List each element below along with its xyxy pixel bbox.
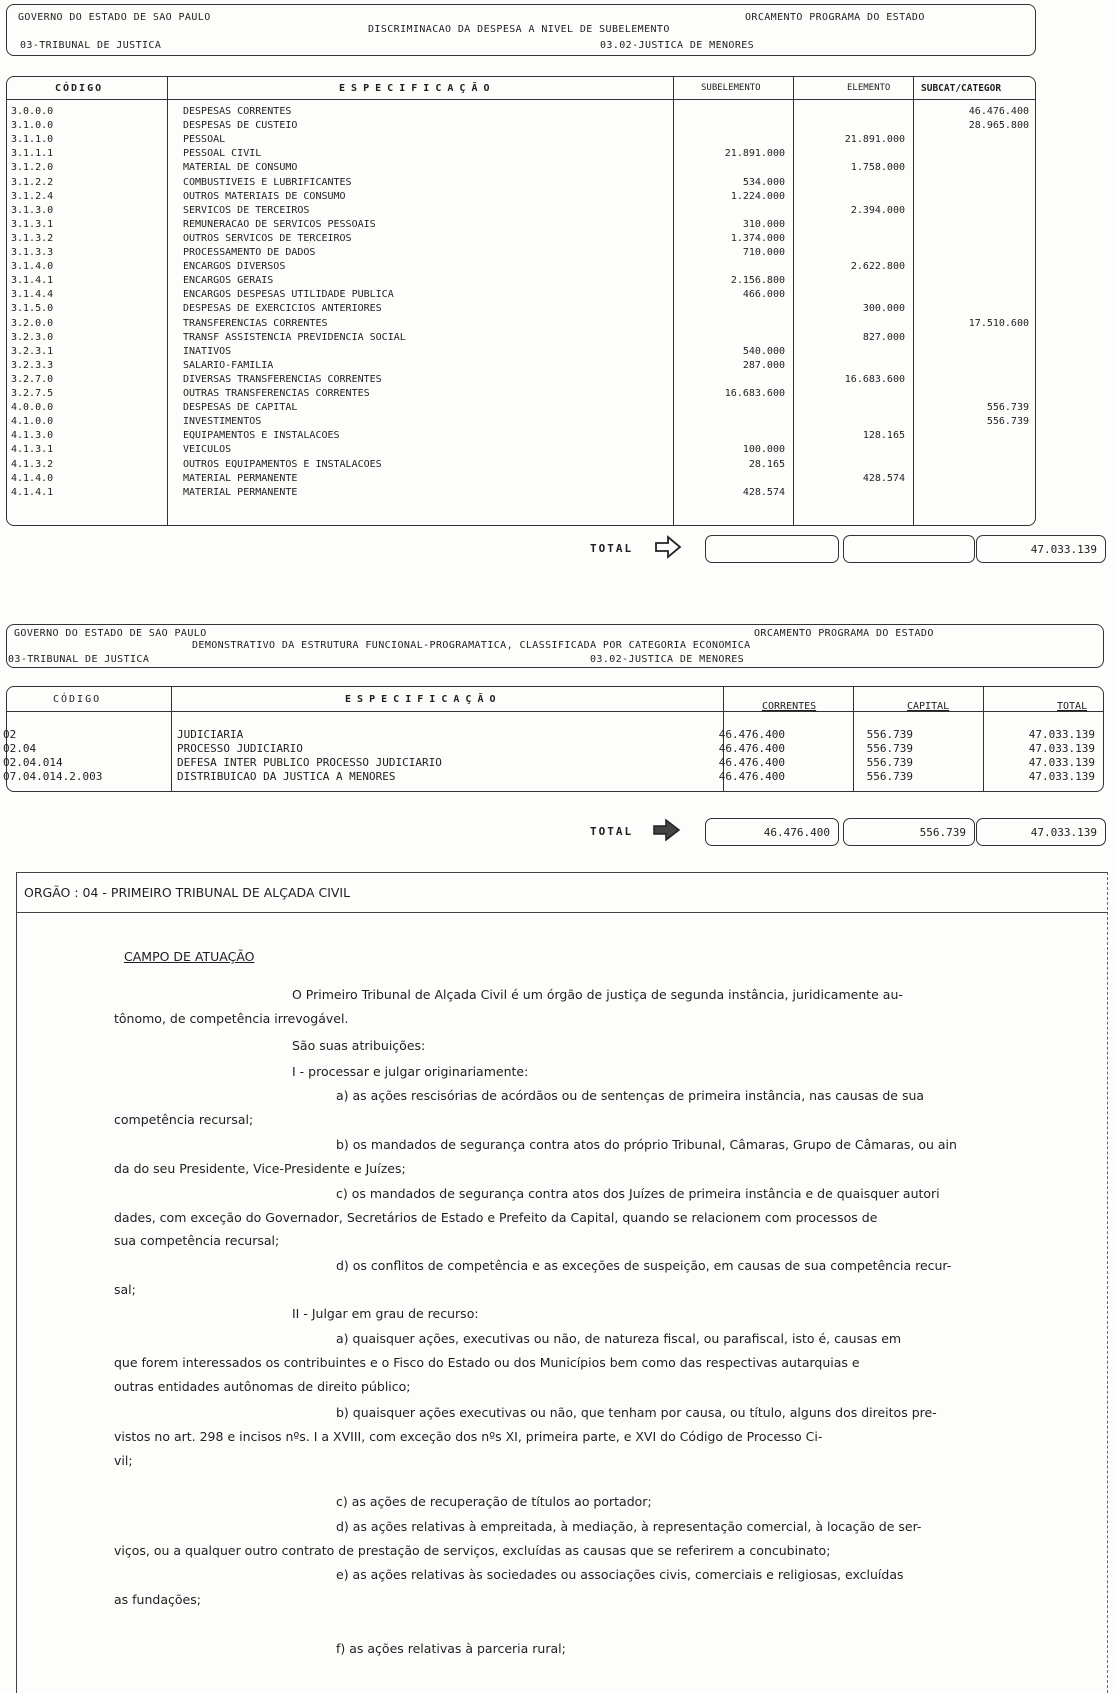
row-total: 47.033.139 — [1028, 756, 1095, 769]
row-code: 4.1.3.0 — [11, 430, 54, 442]
row-description: PROCESSAMENTO DE DADOS — [183, 247, 316, 258]
paragraph-line: d) os conflitos de competência e as exceções de suspeição, em causas de sua competência recur- — [336, 1258, 952, 1273]
row-code: 4.1.3.1 — [11, 444, 54, 456]
row-correntes: 46.476.400 — [718, 728, 785, 741]
row-description: OUTROS MATERIAIS DE CONSUMO — [183, 190, 346, 202]
paragraph-line: dades, com exceção do Governador, Secretários de Estado e Prefeito da Capital, quando se relacionem com processos de — [114, 1210, 878, 1225]
section1-budget-title: ORCAMENTO PROGRAMA DO ESTADO — [745, 12, 925, 23]
paragraph-line: da do seu Presidente, Vice-Presidente e Juízes; — [114, 1161, 406, 1176]
paragraph-line: competência recursal; — [114, 1112, 254, 1127]
paragraph-line: b) os mandados de segurança contra atos do próprio Tribunal, Câmaras, Grupo de Câmaras, ou ain — [336, 1137, 957, 1152]
row-elemento: 21.891.000 — [844, 134, 905, 146]
row-code: 4.0.0.0 — [11, 402, 54, 414]
row-description: DESPESAS CORRENTES — [183, 106, 292, 117]
col-header-correntes: CORRENTES — [762, 701, 817, 712]
paragraph-line: e) as ações relativas às sociedades ou associações civis, comerciais e religiosas, excluídas — [336, 1567, 904, 1582]
row-code: 4.1.4.1 — [11, 486, 54, 498]
row-code: 02 — [3, 728, 17, 741]
row-elemento: 428.574 — [862, 472, 905, 484]
col-header-capital: CAPITAL — [907, 701, 950, 712]
row-description: ENCARGOS GERAIS — [183, 275, 274, 287]
paragraph-line: O Primeiro Tribunal de Alçada Civil é um órgão de justiça de segunda instância, juridicamente au- — [292, 987, 903, 1002]
col-header-especificacao: E S P E C I F I C A Ç Ã O — [345, 694, 496, 705]
paragraph-line: II - Julgar em grau de recurso: — [292, 1306, 479, 1321]
row-subelemento: 16.683.600 — [724, 388, 785, 399]
row-elemento: 128.165 — [862, 430, 905, 442]
row-description: REMUNERACAO DE SERVICOS PESSOAIS — [183, 218, 376, 230]
paragraph-line: a) as ações rescisórias de acórdãos ou de sentenças de primeira instância, nas causas de sua — [336, 1088, 925, 1103]
row-code: 3.1.2.2 — [11, 176, 54, 188]
row-subcat: 556.739 — [986, 416, 1029, 428]
row-code: 3.2.3.3 — [11, 359, 54, 371]
row-description: DEFESA INTER PUBLICO PROCESSO JUDICIARIO — [177, 756, 442, 769]
row-correntes: 46.476.400 — [718, 770, 785, 783]
row-code: 4.1.3.2 — [11, 458, 54, 470]
row-total: 47.033.139 — [1028, 770, 1095, 783]
row-subelemento: 310.000 — [742, 218, 785, 230]
row-elemento: 300.000 — [862, 303, 905, 315]
row-code: 07.04.014.2.003 — [3, 770, 103, 783]
row-description: OUTRAS TRANSFERENCIAS CORRENTES — [183, 388, 370, 399]
row-code: 3.1.1.1 — [11, 148, 54, 160]
row-code: 4.1.4.0 — [11, 472, 54, 484]
row-elemento: 2.622.800 — [850, 261, 905, 273]
row-total: 47.033.139 — [1028, 728, 1095, 741]
section2-total-label: TOTAL — [590, 825, 634, 838]
row-code: 3.1.3.2 — [11, 232, 54, 244]
row-description: PESSOAL CIVIL — [183, 148, 262, 160]
paragraph-line: f) as ações relativas à parceria rural; — [336, 1641, 566, 1656]
section2-budget-title: ORCAMENTO PROGRAMA DO ESTADO — [754, 628, 934, 639]
row-description: MATERIAL PERMANENTE — [183, 472, 298, 484]
paragraph-line: a) quaisquer ações, executivas ou não, de natureza fiscal, ou parafiscal, isto é, causas em — [336, 1331, 902, 1346]
paragraph-line: outras entidades autônomas de direito público; — [114, 1379, 411, 1394]
row-description: TRANSFERENCIAS CORRENTES — [183, 317, 328, 329]
row-subelemento: 1.374.000 — [730, 232, 785, 244]
row-description: ENCARGOS DESPESAS UTILIDADE PUBLICA — [183, 289, 394, 301]
row-elemento: 1.758.000 — [850, 162, 905, 174]
paragraph-line: vil; — [114, 1453, 133, 1468]
section1-total-label: TOTAL — [590, 542, 634, 555]
row-subelemento: 428.574 — [742, 486, 785, 498]
paragraph-line: tônomo, de competência irrevogável. — [114, 1011, 349, 1026]
row-subelemento: 466.000 — [742, 289, 785, 301]
row-code: 3.1.1.0 — [11, 134, 54, 146]
row-description: PROCESSO JUDICIARIO — [177, 742, 303, 755]
section2-govt-title: GOVERNO DO ESTADO DE SAO PAULO — [14, 628, 207, 639]
row-code: 3.1.3.0 — [11, 204, 54, 216]
row-subcat: 28.965.800 — [968, 120, 1029, 132]
col-header-especificacao: E S P E C I F I C A Ç Ã O — [339, 83, 490, 94]
row-code: 02.04.014 — [3, 756, 63, 769]
row-subelemento: 534.000 — [742, 176, 785, 188]
paragraph-line: viços, ou a qualquer outro contrato de prestação de serviços, excluídas as causas que se referirem a concubinato; — [114, 1543, 831, 1558]
row-code: 3.1.2.0 — [11, 162, 54, 174]
row-code: 3.2.7.0 — [11, 373, 54, 385]
row-description: MATERIAL DE CONSUMO — [183, 162, 298, 174]
paragraph-line: d) as ações relativas à empreitada, à mediação, à representação comercial, à locação de ser- — [336, 1519, 922, 1534]
paragraph-line: I - processar e julgar originariamente: — [292, 1064, 529, 1079]
section1-unit: 03.02-JUSTICA DE MENORES — [600, 40, 755, 51]
row-capital: 556.739 — [866, 756, 913, 769]
row-capital: 556.739 — [866, 742, 913, 755]
row-subelemento: 1.224.000 — [730, 190, 785, 202]
row-code: 3.0.0.0 — [11, 106, 54, 117]
row-description: PESSOAL — [183, 134, 226, 146]
row-subcat: 17.510.600 — [968, 317, 1029, 329]
row-description: VEICULOS — [183, 444, 232, 456]
col-header-elemento: ELEMENTO — [847, 83, 891, 93]
col-header-total: TOTAL — [1057, 701, 1088, 712]
row-description: SERVICOS DE TERCEIROS — [183, 204, 310, 216]
section2-organ: 03-TRIBUNAL DE JUSTICA — [8, 654, 150, 665]
row-subcat: 46.476.400 — [968, 106, 1029, 117]
col-header-subcat: SUBCAT/CATEGOR — [921, 83, 1002, 94]
row-description: DESPESAS DE CUSTEIO — [183, 120, 298, 132]
row-elemento: 827.000 — [862, 331, 905, 343]
paragraph-line: que forem interessados os contribuintes e o Fisco do Estado ou dos Municípios bem como das respectivas autarquias e — [114, 1355, 860, 1370]
row-correntes: 46.476.400 — [718, 742, 785, 755]
paragraph-line: sua competência recursal; — [114, 1233, 280, 1248]
paragraph-line: sal; — [114, 1282, 136, 1297]
paragraph-line: São suas atribuições: — [292, 1038, 426, 1053]
row-elemento: 16.683.600 — [844, 373, 905, 385]
section2-total-capital: 556.739 — [843, 818, 975, 846]
row-description: SALARIO-FAMILIA — [183, 359, 274, 371]
row-description: INATIVOS — [183, 345, 232, 357]
row-code: 4.1.0.0 — [11, 416, 54, 428]
row-description: ENCARGOS DIVERSOS — [183, 261, 286, 273]
row-capital: 556.739 — [866, 770, 913, 783]
paragraph-line: c) as ações de recuperação de títulos ao portador; — [336, 1494, 652, 1509]
row-code: 02.04 — [3, 742, 37, 755]
row-description: DIVERSAS TRANSFERENCIAS CORRENTES — [183, 373, 382, 385]
orgao-title: ORGÃO : 04 - PRIMEIRO TRIBUNAL DE ALÇADA CIVIL — [24, 885, 351, 900]
col-header-codigo: CÓDIGO — [55, 83, 104, 94]
row-code: 3.2.0.0 — [11, 317, 54, 329]
section1-report-title: DISCRIMINACAO DA DESPESA A NIVEL DE SUBELEMENTO — [368, 24, 670, 35]
paragraph-line: b) quaisquer ações executivas ou não, que tenham por causa, ou título, alguns dos direitos pre- — [336, 1405, 937, 1420]
row-subcat: 556.739 — [986, 402, 1029, 414]
row-description: COMBUSTIVEIS E LUBRIFICANTES — [183, 176, 352, 188]
row-description: OUTROS SERVICOS DE TERCEIROS — [183, 232, 352, 244]
paragraph-line: as fundações; — [114, 1592, 201, 1607]
row-subelemento: 100.000 — [742, 444, 785, 456]
row-description: OUTROS EQUIPAMENTOS E INSTALACOES — [183, 458, 382, 470]
row-code: 3.1.2.4 — [11, 190, 54, 202]
row-code: 3.2.3.1 — [11, 345, 54, 357]
row-code: 3.1.4.1 — [11, 275, 54, 287]
row-code: 3.2.7.5 — [11, 388, 54, 399]
section1-total-cat: 47.033.139 — [976, 535, 1106, 563]
row-description: DESPESAS DE EXERCICIOS ANTERIORES — [183, 303, 382, 315]
row-subelemento: 21.891.000 — [724, 148, 785, 160]
paragraph-line: vistos no art. 298 e incisos nºs. I a XVIII, com exceção dos nºs XI, primeira parte, e XVI do Código de Processo Ci- — [114, 1429, 823, 1444]
col-header-subelemento: SUBELEMENTO — [701, 83, 761, 93]
row-description: DISTRIBUICAO DA JUSTICA A MENORES — [177, 770, 396, 783]
row-description: EQUIPAMENTOS E INSTALACOES — [183, 430, 340, 442]
campo-de-atuacao-heading: CAMPO DE ATUAÇÃO — [124, 949, 255, 964]
row-code: 3.1.3.1 — [11, 218, 54, 230]
section2-total-total: 47.033.139 — [976, 818, 1106, 846]
row-description: TRANSF ASSISTENCIA PREVIDENCIA SOCIAL — [183, 331, 406, 343]
row-total: 47.033.139 — [1028, 742, 1095, 755]
row-code: 3.1.4.4 — [11, 289, 54, 301]
section2-unit: 03.02-JUSTICA DE MENORES — [590, 654, 745, 665]
row-code: 3.1.5.0 — [11, 303, 54, 315]
row-subelemento: 28.165 — [748, 458, 785, 470]
section2-total-correntes: 46.476.400 — [705, 818, 839, 846]
row-subelemento: 287.000 — [742, 359, 785, 371]
row-capital: 556.739 — [866, 728, 913, 741]
row-correntes: 46.476.400 — [718, 756, 785, 769]
row-description: INVESTIMENTOS — [183, 416, 262, 428]
row-code: 3.2.3.0 — [11, 331, 54, 343]
row-subelemento: 2.156.800 — [730, 275, 785, 287]
row-description: MATERIAL PERMANENTE — [183, 486, 298, 498]
row-code: 3.1.3.3 — [11, 247, 54, 258]
row-code: 3.1.0.0 — [11, 120, 54, 132]
row-description: JUDICIARIA — [177, 728, 244, 741]
row-description: DESPESAS DE CAPITAL — [183, 402, 298, 414]
section1-organ: 03-TRIBUNAL DE JUSTICA — [20, 40, 162, 51]
row-subelemento: 540.000 — [742, 345, 785, 357]
section1-govt-title: GOVERNO DO ESTADO DE SAO PAULO — [18, 12, 211, 23]
section2-report-title: DEMONSTRATIVO DA ESTRUTURA FUNCIONAL-PROGRAMATICA, CLASSIFICADA POR CATEGORIA ECONOMICA — [192, 640, 751, 651]
row-subelemento: 710.000 — [742, 247, 785, 258]
col-header-codigo: CÓDIGO — [53, 694, 102, 705]
row-elemento: 2.394.000 — [850, 204, 905, 216]
paragraph-line: c) os mandados de segurança contra atos dos Juízes de primeira instância e de quaisquer autori — [336, 1186, 940, 1201]
row-code: 3.1.4.0 — [11, 261, 54, 273]
